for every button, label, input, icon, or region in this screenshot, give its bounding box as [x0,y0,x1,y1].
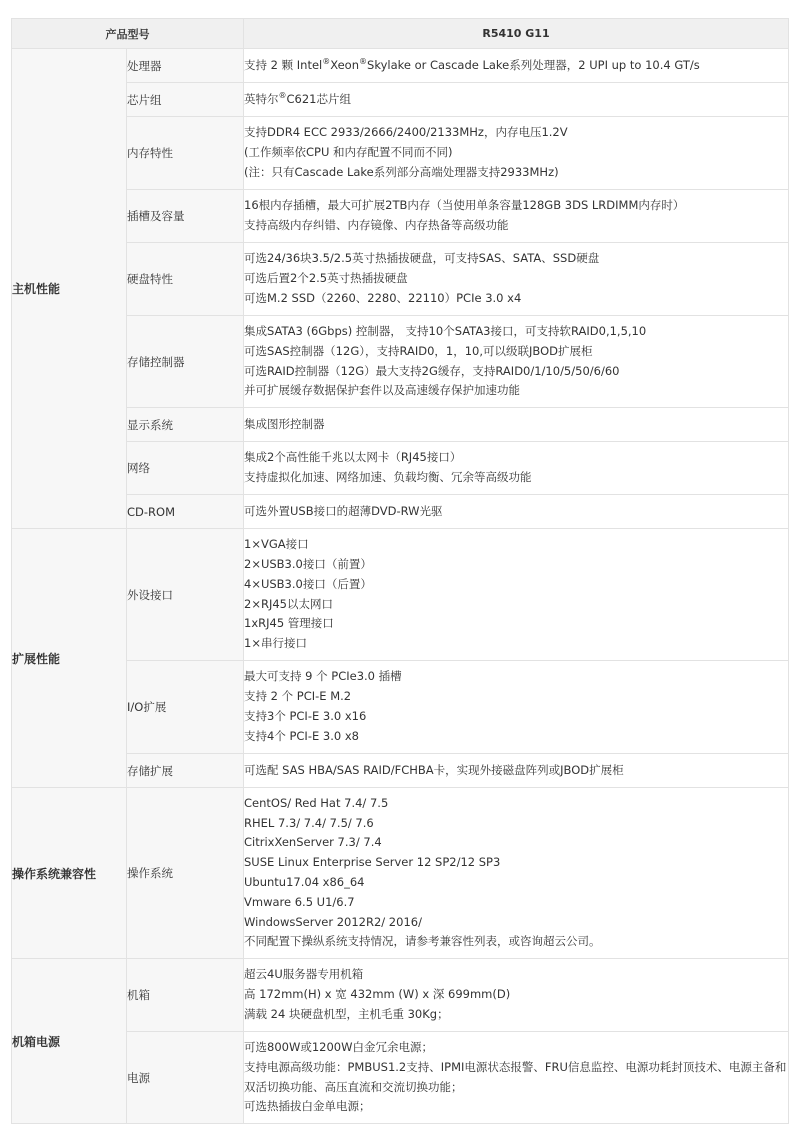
model-label: 产品型号 [12,19,244,49]
spec-row [12,788,789,959]
value-line: 可选后置2个2.5英寸热插拔硬盘 [244,271,408,286]
value-line: Ubuntu17.04 x86_64 [244,875,365,889]
row-value [244,83,789,117]
row-label: I/O扩展 [127,661,244,754]
value-line: 英特尔®C621芯片组 [244,90,351,106]
row-value [244,529,789,661]
value-line: 4×USB3.0接口（后置） [244,576,372,591]
row-label: 外设接口 [127,529,244,661]
spec-row [12,959,789,1032]
row-value [244,190,789,243]
row-label: 存储扩展 [127,754,244,788]
row-value [244,442,789,495]
value-line: 可选外置USB接口的超薄DVD-RW光驱 [244,503,443,518]
spec-row [12,83,789,117]
value-line: 1xRJ45 管理接口 [244,616,334,631]
row-value [244,1032,789,1124]
value-line: 最大可支持 9 个 PCIe3.0 插槽 [244,669,402,684]
value-line: (注：只有Cascade Lake系列部分高端处理器支持2933MHz) [244,164,559,179]
row-label: 内存特性 [127,117,244,190]
value-line: CentOS/ Red Hat 7.4/ 7.5 [244,795,389,810]
value-line: CitrixXenServer 7.3/ 7.4 [244,835,382,850]
spec-row [12,529,789,661]
spec-row [12,117,789,190]
value-line: 支持电源高级功能：PMBUS1.2支持、IPMI电源状态报警、FRU信息监控、电源功耗封顶技术、电源主备和双活切换功能、高压直流和交流切换功能； [244,1059,787,1094]
row-value [244,243,789,316]
value-line: 可选M.2 SSD（2260、2280、22110）PCIe 3.0 x4 [244,290,522,305]
value-line: 支持 2 个 PCI-E M.2 [244,689,352,704]
value-line: 集成图形控制器 [244,416,325,431]
value-line: 可选24/36块3.5/2.5英寸热插拔硬盘，可支持SAS、SATA、SSD硬盘 [244,251,600,266]
value-line: SUSE Linux Enterprise Server 12 SP2/12 SP3 [244,855,501,870]
row-label: CD-ROM [127,495,244,529]
row-value [244,661,789,754]
value-line: 2×USB3.0接口（前置） [244,556,372,571]
value-line: 1×串行接口 [244,636,307,651]
value-line: 满载 24 块硬盘机型，主机毛重 30Kg； [244,1006,449,1021]
row-value [244,495,789,529]
spec-row [12,661,789,754]
row-label: 网络 [127,442,244,495]
value-line: Vmware 6.5 U1/6.7 [244,894,355,909]
value-line: 支持4个 PCI-E 3.0 x8 [244,728,359,743]
row-label: 插槽及容量 [127,190,244,243]
row-label: 处理器 [127,49,244,83]
row-label: 显示系统 [127,408,244,442]
value-line: 可选配 SAS HBA/SAS RAID/FCHBA卡，实现外接磁盘阵列或JBOD扩展柜 [244,762,624,777]
value-line: 支持虚拟化加速、网络加速、负载均衡、冗余等高级功能 [244,470,532,484]
spec-row [12,408,789,442]
spec-row [12,442,789,495]
value-line: RHEL 7.3/ 7.4/ 7.5/ 7.6 [244,815,374,830]
value-line: 2×RJ45以太网口 [244,596,333,611]
row-value [244,754,789,788]
spec-body [12,49,789,1124]
spec-table [11,18,789,1124]
value-line: 并可扩展缓存数据保护套件以及高速缓存保护加速功能 [244,383,520,398]
row-label: 机箱 [127,959,244,1032]
value-line: 高 172mm(H) x 宽 432mm (W) x 深 699mm(D) [244,987,511,1002]
value-line: (工作频率依CPU 和内存配置不同而不同) [244,145,453,160]
spec-row [12,1032,789,1124]
group-label: 扩展性能 [12,529,127,788]
row-value [244,49,789,83]
row-label: 存储控制器 [127,316,244,408]
group-label: 主机性能 [12,49,127,529]
row-label: 操作系统 [127,788,244,959]
row-label: 芯片组 [127,83,244,117]
spec-row [12,754,789,788]
value-line: 支持高级内存纠错、内存镜像、内存热备等高级功能 [244,218,509,232]
model-value: R5410 G11 [244,19,789,49]
value-line: 不同配置下操纵系统支持情况，请参考兼容性列表，或咨询超云公司。 [244,934,601,949]
row-value [244,117,789,190]
group-label: 机箱电源 [12,959,127,1124]
value-line: 集成2个高性能千兆以太网卡（RJ45接口） [244,450,462,465]
value-line: 支持DDR4 ECC 2933/2666/2400/2133MHz，内存电压1.2V [244,125,568,140]
spec-row [12,243,789,316]
value-line: 1×VGA接口 [244,537,309,552]
value-line: 超云4U服务器专用机箱 [244,967,364,982]
value-line: WindowsServer 2012R2/ 2016/ [244,914,422,929]
row-value [244,316,789,408]
spec-row [12,190,789,243]
spec-row [12,495,789,529]
value-line: 可选RAID控制器（12G）最大支持2G缓存，支持RAID0/1/10/5/50/6/60 [244,363,620,378]
value-line: 可选热插拔白金单电源； [244,1099,371,1114]
group-label: 操作系统兼容性 [12,788,127,959]
value-line: 可选SAS控制器（12G），支持RAID0，1，10,可以级联JBOD扩展柜 [244,343,593,358]
value-line: 可选800W或1200W白金冗余电源； [244,1039,433,1054]
value-line: 16根内存插槽，最大可扩展2TB内存（当使用单条容量128GB 3DS LRDIMM内存时） [244,198,685,213]
value-line: 支持 2 颗 Intel®Xeon®Skylake or Cascade Lake系列处理器，2 UPI up to 10.4 GT/s [244,56,700,72]
row-value [244,959,789,1032]
header-row [12,19,789,49]
value-line: 集成SATA3 (6Gbps) 控制器， 支持10个SATA3接口，可支持软RAID0,1,5,10 [244,323,647,338]
row-value [244,788,789,959]
row-label: 电源 [127,1032,244,1124]
spec-row [12,49,789,83]
row-value [244,408,789,442]
value-line: 支持3个 PCI-E 3.0 x16 [244,709,367,723]
row-label: 硬盘特性 [127,243,244,316]
spec-row [12,316,789,408]
